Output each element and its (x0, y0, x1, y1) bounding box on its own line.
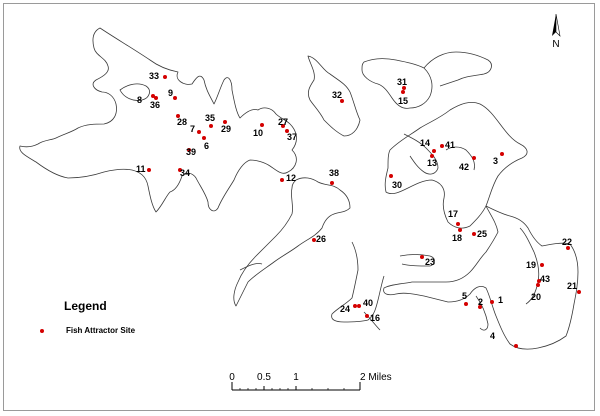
svg-text:23: 23 (425, 257, 436, 267)
legend-item-label: Fish Attractor Site (66, 326, 136, 335)
svg-text:43: 43 (540, 274, 551, 284)
svg-text:1: 1 (498, 295, 504, 305)
site-1[interactable] (490, 295, 503, 305)
svg-text:7: 7 (190, 124, 196, 134)
site-32[interactable] (332, 90, 344, 103)
site-33[interactable] (149, 71, 167, 81)
svg-text:35: 35 (205, 113, 216, 123)
site-12[interactable] (280, 173, 296, 183)
svg-text:8: 8 (137, 95, 143, 105)
svg-text:6: 6 (204, 141, 210, 151)
site-42[interactable] (459, 156, 476, 172)
scale-label-2-miles: 2 Miles (360, 372, 392, 383)
scale-label-0-5: 0.5 (257, 372, 271, 383)
svg-text:14: 14 (420, 138, 431, 148)
svg-text:29: 29 (221, 124, 232, 134)
svg-text:3: 3 (493, 156, 499, 166)
site-31[interactable] (397, 77, 407, 90)
legend-title: Legend (64, 299, 107, 313)
scale-bar (229, 372, 391, 390)
svg-text:37: 37 (287, 132, 298, 142)
svg-text:36: 36 (150, 100, 161, 110)
fish-attractor-sites (136, 71, 581, 348)
svg-text:32: 32 (332, 90, 343, 100)
site-18[interactable] (452, 228, 462, 243)
north-arrow-label: N (552, 39, 560, 50)
svg-text:22: 22 (562, 237, 573, 247)
site-23[interactable] (420, 255, 435, 267)
legend-item-fish-attractor (40, 326, 135, 335)
site-7[interactable] (190, 124, 201, 134)
site-30[interactable] (389, 174, 402, 190)
site-27[interactable] (278, 117, 288, 128)
site-28[interactable] (176, 114, 187, 127)
svg-text:9: 9 (168, 88, 174, 98)
svg-text:42: 42 (459, 162, 470, 172)
svg-text:21: 21 (567, 281, 578, 291)
scale-label-1: 1 (293, 372, 299, 383)
site-41[interactable] (440, 140, 455, 150)
site-35[interactable] (205, 113, 215, 128)
svg-text:16: 16 (370, 313, 381, 323)
svg-text:33: 33 (149, 71, 160, 81)
site-21[interactable] (567, 281, 581, 294)
site-34[interactable] (178, 168, 190, 178)
site-38[interactable] (329, 168, 339, 185)
site-36[interactable] (150, 96, 160, 110)
svg-text:17: 17 (448, 209, 459, 219)
site-5[interactable] (462, 291, 468, 306)
svg-text:25: 25 (477, 229, 488, 239)
svg-text:13: 13 (427, 158, 438, 168)
site-16[interactable] (365, 313, 380, 323)
site-10[interactable] (253, 123, 264, 138)
site-15[interactable] (398, 90, 408, 106)
svg-text:4: 4 (490, 331, 496, 341)
site-24[interactable] (340, 304, 357, 314)
svg-text:2: 2 (478, 297, 484, 307)
svg-text:31: 31 (397, 77, 408, 87)
svg-text:10: 10 (253, 128, 264, 138)
svg-text:11: 11 (136, 164, 146, 174)
site-25[interactable] (472, 229, 487, 239)
svg-text:28: 28 (177, 117, 188, 127)
site-9[interactable] (168, 88, 177, 100)
site-14[interactable] (420, 138, 436, 153)
svg-text:19: 19 (526, 260, 537, 270)
fish-attractor-symbol-icon (40, 329, 44, 333)
svg-text:26: 26 (316, 234, 327, 244)
site-19[interactable] (526, 260, 544, 270)
svg-text:40: 40 (363, 298, 374, 308)
svg-text:30: 30 (392, 180, 403, 190)
svg-text:5: 5 (462, 291, 468, 301)
svg-text:38: 38 (329, 168, 340, 178)
svg-text:12: 12 (286, 173, 297, 183)
svg-text:41: 41 (445, 140, 456, 150)
site-11[interactable] (136, 164, 151, 174)
north-arrow (552, 14, 560, 50)
svg-text:15: 15 (398, 96, 409, 106)
site-29[interactable] (221, 120, 231, 134)
site-40[interactable] (357, 298, 373, 308)
site-13[interactable] (427, 154, 437, 168)
site-3[interactable] (493, 152, 504, 166)
svg-text:27: 27 (278, 117, 289, 127)
svg-text:34: 34 (180, 168, 191, 178)
svg-text:18: 18 (452, 233, 463, 243)
site-20[interactable] (531, 283, 541, 302)
svg-text:39: 39 (186, 147, 197, 157)
svg-text:20: 20 (531, 292, 542, 302)
site-6[interactable] (202, 136, 209, 151)
site-39[interactable] (186, 147, 196, 157)
scale-label-0: 0 (229, 372, 235, 383)
site-22[interactable] (562, 237, 572, 250)
svg-text:24: 24 (340, 304, 351, 314)
